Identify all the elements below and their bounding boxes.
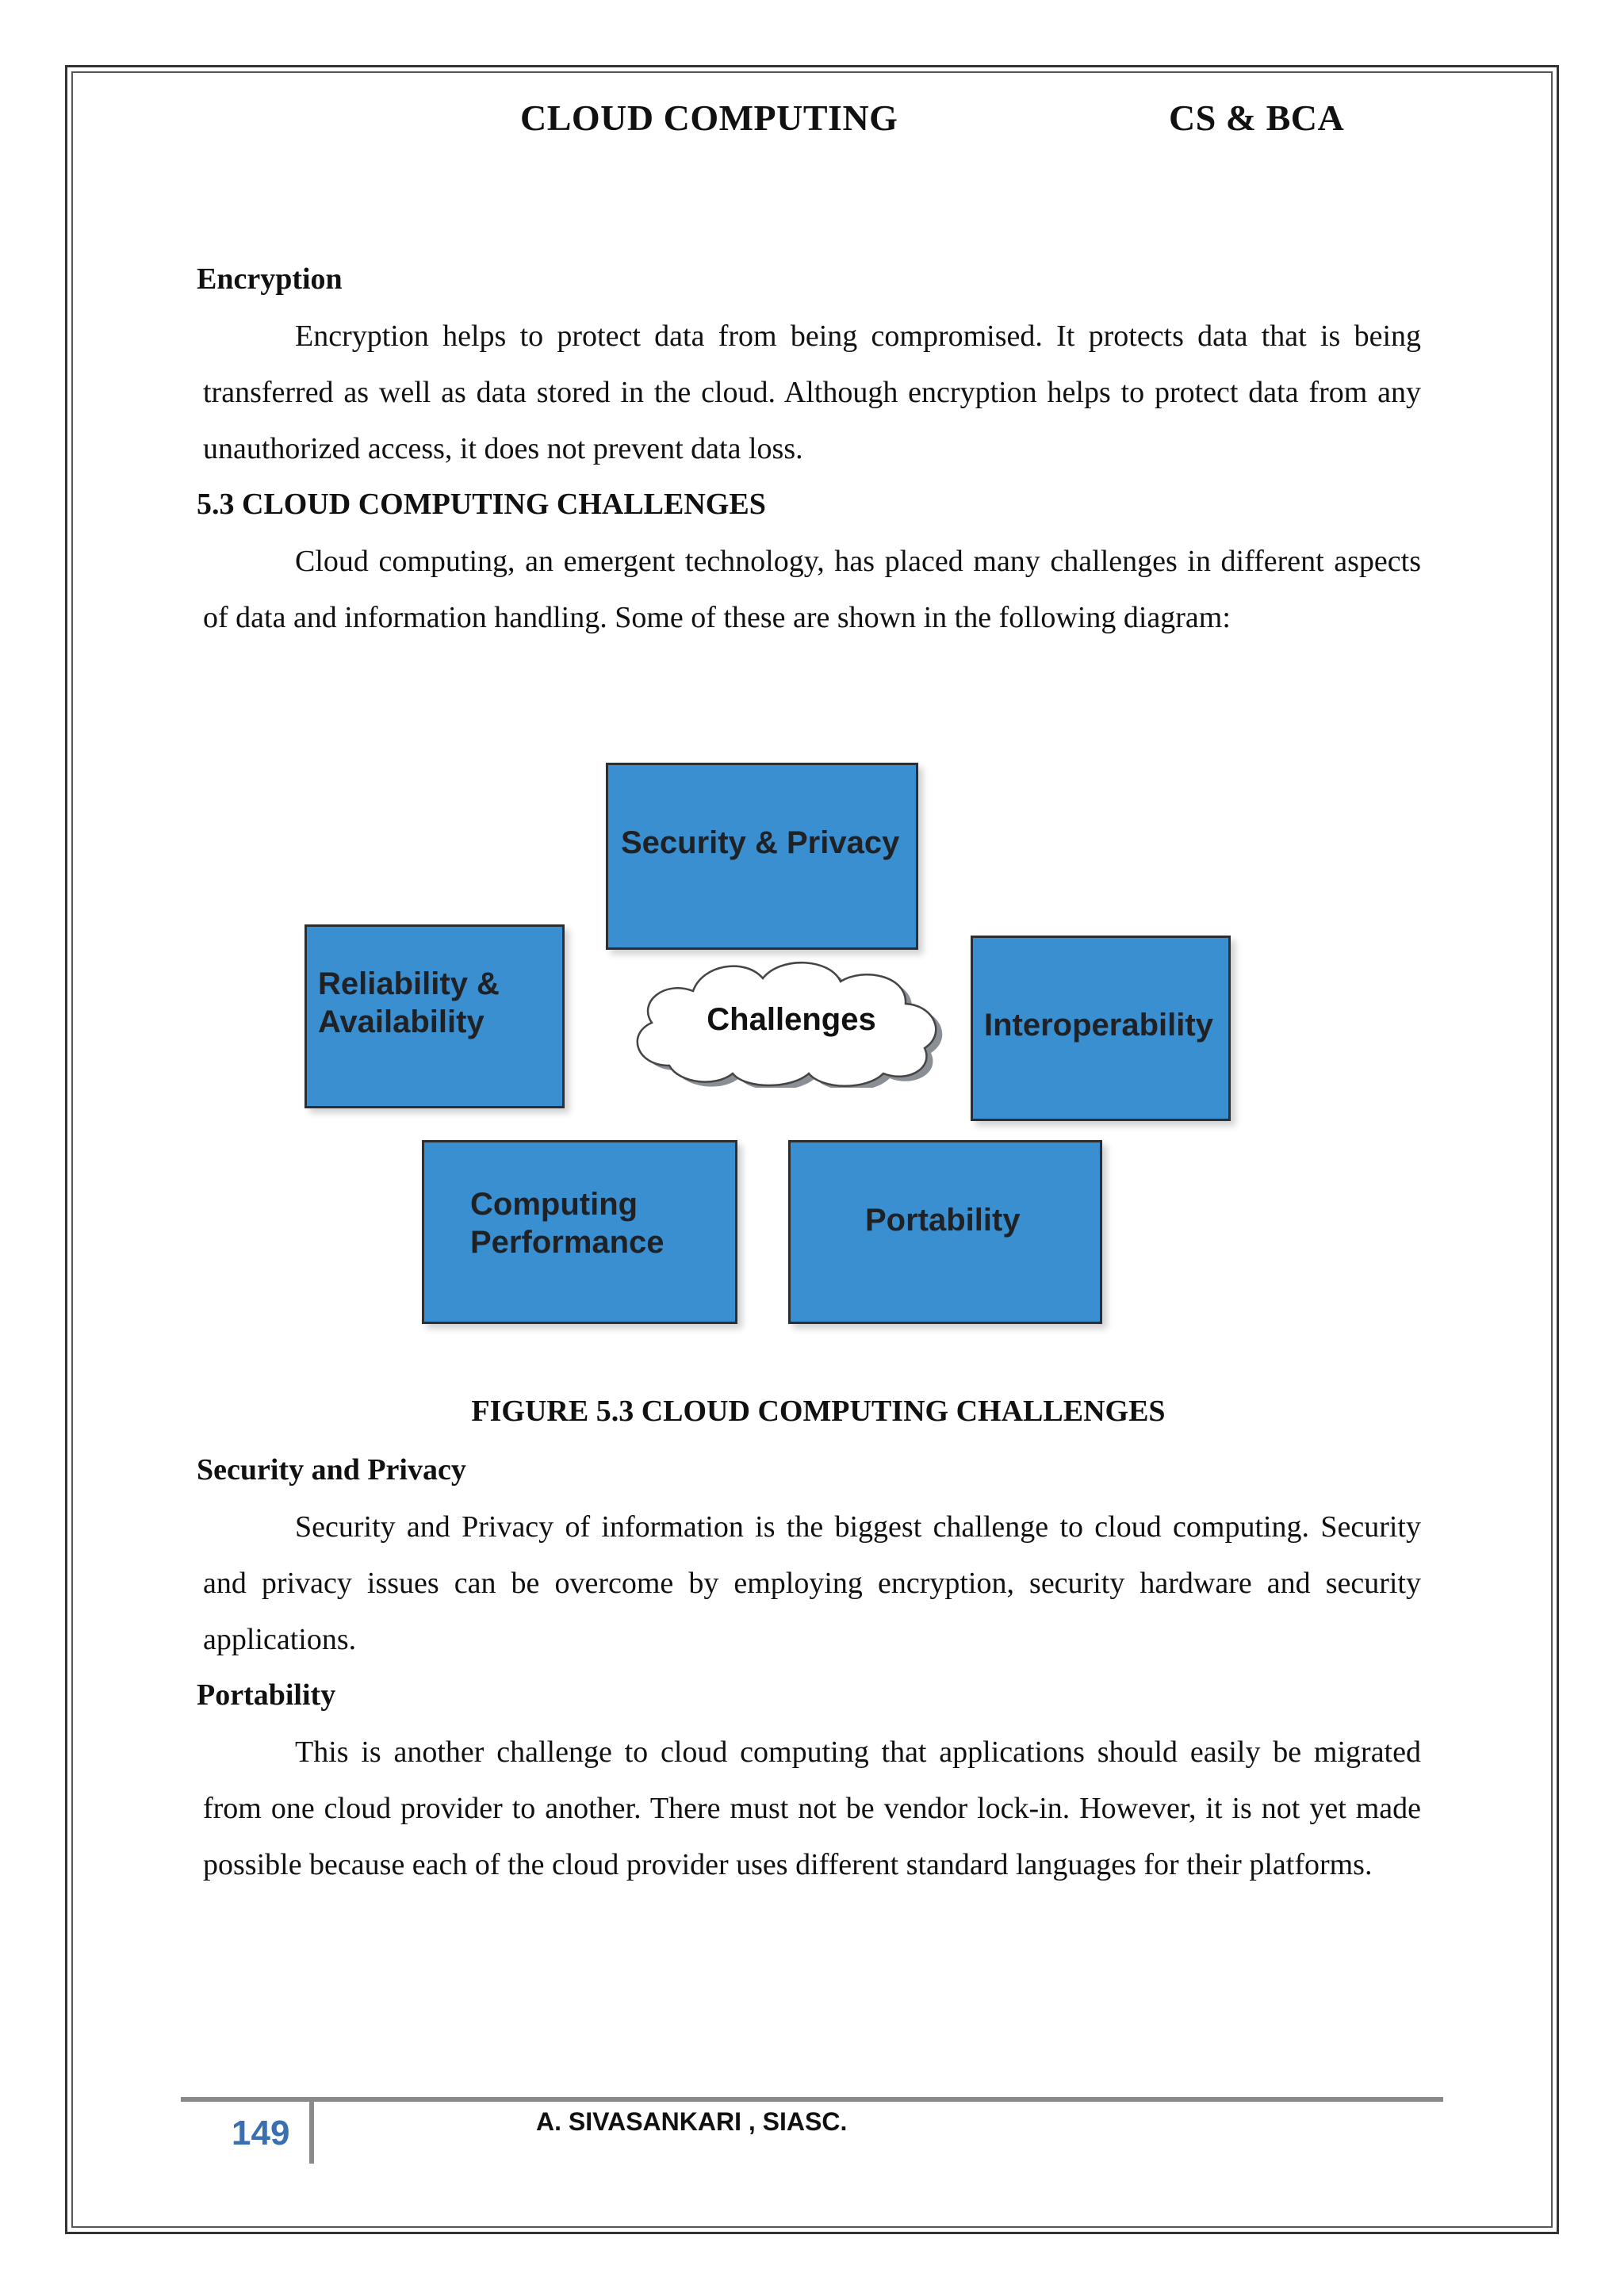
header-course: CS & BCA [1169,98,1345,138]
interoperability-box [971,936,1231,1121]
portability-box [788,1140,1102,1324]
computing-label-line1: Computing [470,1187,638,1222]
footer-separator [309,2102,314,2164]
footer-author: A. SIVASANKARI , SIASC. [536,2107,848,2136]
security-privacy-label: Security & Privacy [621,825,900,860]
cloud-center-label: Challenges [707,1002,876,1037]
reliability-label-line2: Availability [318,1004,485,1039]
encryption-paragraph: Encryption helps to protect data from being compromised. It protects data that is being transferred as well as data stored in the cloud. Although encryption helps to protect data from any unauthorized access, it does not prevent data loss. [203,320,1421,465]
header-title: CLOUD COMPUTING [520,98,898,138]
portability-paragraph: This is another challenge to cloud computing that applications should easily be migrated from one cloud provider to another. There must not be vendor lock-in. However, it is not yet made possible because each of the cloud provider uses different standard languages for their platforms. [203,1735,1421,1881]
security-paragraph: Security and Privacy of information is the biggest challenge to cloud computing. Security and privacy issues can be overcome by employing encryption, security hardware and security applications. [203,1510,1421,1656]
portability-heading: Portability [197,1678,336,1712]
figure-caption: FIGURE 5.3 CLOUD COMPUTING CHALLENGES [471,1395,1166,1428]
challenges-diagram [293,753,1245,1340]
page-number: 149 [232,2114,290,2152]
challenges-heading: 5.3 CLOUD COMPUTING CHALLENGES [197,488,766,521]
reliability-availability-box [304,924,565,1108]
reliability-label-line1: Reliability & [318,966,500,1001]
security-privacy-box [606,763,918,950]
computing-performance-box [422,1140,737,1324]
footer-divider [181,2097,1443,2102]
encryption-heading: Encryption [197,262,343,296]
challenges-paragraph: Cloud computing, an emergent technology, has placed many challenges in different aspects of data and information handling. Some of these are shown in the following diagram: [203,545,1421,634]
computing-label-line2: Performance [470,1225,665,1260]
portability-label: Portability [865,1203,1021,1238]
security-heading: Security and Privacy [197,1453,466,1487]
interoperability-label: Interoperability [984,1008,1213,1043]
